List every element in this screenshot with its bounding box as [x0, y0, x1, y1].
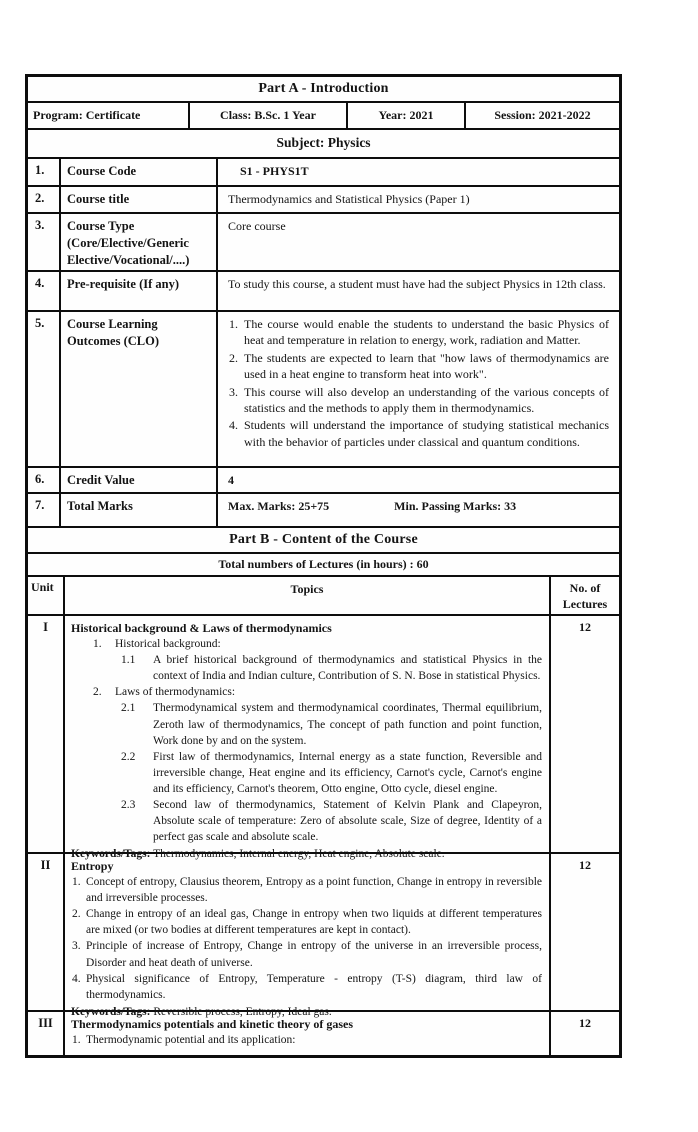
subject-title: Subject: Physics: [28, 130, 619, 159]
topic-text: Historical background:: [115, 638, 221, 651]
unit-column-header: Unit: [28, 577, 65, 614]
topic-item: [71, 652, 542, 684]
clo-list: [218, 312, 619, 466]
prerequisite-label: Pre-requisite (If any): [61, 272, 218, 310]
unit-table-header: [28, 577, 619, 616]
topic-text: Change in entropy of an ideal gas, Change in entropy when two liquids at different temperatures are mixed (or two bodies at different temperatures are kept in contact).: [86, 908, 542, 937]
topic-text: Second law of thermodynamics, Statement of Kelvin Plank and Clapeyron, Absolute scale of temperature: Zero of absolute scale, Size of degree, Identity of a perfect gas scale and absolute scale.: [153, 799, 542, 844]
unit-row-2: [28, 854, 619, 1018]
topic-text: Concept of entropy, Clausius theorem, Entropy as a point function, Change in entropy in reversible and irreversible processes.: [86, 876, 542, 905]
min-passing-marks: Min. Passing Marks: 33: [394, 499, 517, 513]
row-number: 3.: [28, 214, 61, 270]
unit-number: III: [28, 1012, 65, 1055]
topic-item: [71, 874, 542, 906]
lectures-column-header: No. of Lectures: [562, 581, 608, 611]
credit-value-row: [28, 468, 619, 494]
course-type-label: Course Type (Core/Elective/Generic Elective/Vocational/....): [61, 214, 218, 270]
clo-item-marker: 1.: [229, 317, 238, 331]
program-info-row: [28, 103, 619, 130]
credit-value-label: Credit Value: [61, 468, 218, 492]
program-label: Program: Certificate: [28, 103, 190, 128]
topic-marker: 2.3: [121, 799, 136, 812]
unit-row-3: [28, 1012, 619, 1055]
topic-marker: 1.: [72, 1034, 81, 1047]
unit-topics: [65, 854, 551, 1018]
topic-marker: 4.: [72, 972, 81, 985]
max-marks: Max. Marks: 25+75: [228, 499, 330, 513]
topic-marker: 1.: [93, 638, 102, 651]
clo-item-text: This course will also develop an understanding of the various concepts of statistics and the methods to apply them in thermodynamics.: [244, 384, 609, 416]
lectures-count: 12: [579, 1016, 591, 1030]
credit-value: 4: [228, 473, 234, 487]
part-b-title: Part B - Content of the Course: [28, 528, 619, 554]
topic-marker: 2.2: [121, 750, 136, 763]
topic-marker: 2.1: [121, 702, 136, 715]
lectures-count: 12: [579, 858, 591, 872]
part-a-title: Part A - Introduction: [28, 77, 619, 103]
course-code-label: Course Code: [61, 159, 218, 185]
keywords-label: Keywords/Tags:: [71, 848, 151, 861]
topic-text: Laws of thermodynamics:: [115, 686, 236, 699]
topic-marker: 1.1: [121, 654, 136, 667]
course-code-value: S1 - PHYS1T: [240, 164, 309, 178]
topic-item: [71, 749, 542, 797]
topic-marker: 3.: [72, 940, 81, 953]
unit-topics: [65, 1012, 551, 1055]
keywords-text: Reversible process, Entropy, Ideal gas.: [153, 1005, 332, 1018]
clo-label: Course Learning Outcomes (CLO): [61, 312, 218, 466]
unit-title: Historical background & Laws of thermodynamics: [71, 621, 332, 635]
row-number: 1.: [28, 159, 61, 185]
course-type-row: [28, 214, 619, 272]
course-title-row: [28, 187, 619, 214]
topic-text: Physical significance of Entropy, Temperature - entropy (T-S) diagram, third law of thermodynamics.: [86, 972, 542, 1001]
topic-text: Principle of increase of Entropy, Change in entropy of the universe in an irreversible process, Disorder and heat death of universe.: [86, 940, 542, 969]
clo-item: [228, 350, 609, 383]
total-marks-label: Total Marks: [61, 494, 218, 526]
row-number: 6.: [28, 468, 61, 492]
topic-item: [71, 700, 542, 748]
clo-item-marker: 3.: [229, 384, 238, 399]
total-marks-row: [28, 494, 619, 528]
row-number: 2.: [28, 187, 61, 212]
course-title-value: Thermodynamics and Statistical Physics (Paper 1): [228, 192, 470, 206]
topic-item: [71, 797, 542, 845]
topic-marker: 1.: [72, 876, 81, 889]
clo-item-text: The course would enable the students to understand the basic Physics of heat and temperature in relation to energy, work, radiation and Matter.: [244, 317, 609, 348]
clo-item: [228, 384, 609, 417]
topic-text: A brief historical background of thermodynamics and statistical Physics in the context of India and Indian culture, Contribution of S. N. Bose in statistical Physics.: [153, 654, 542, 683]
clo-row: [28, 312, 619, 468]
topic-item: [71, 906, 542, 938]
topic-text: Thermodynamical system and thermodynamical coordinates, Thermal equilibrium, Zeroth law of thermodynamics, The concept of path function and point function, Work done by and on the system.: [153, 702, 542, 747]
topic-item: [71, 684, 542, 700]
topic-marker: 2.: [93, 686, 102, 699]
unit-row-1: [28, 616, 619, 861]
class-label: Class: B.Sc. 1 Year: [190, 103, 348, 128]
keywords-label: Keywords/Tags:: [71, 1005, 151, 1018]
clo-item-marker: 2.: [229, 350, 238, 365]
unit-number: I: [28, 616, 65, 852]
total-lectures: Total numbers of Lectures (in hours) : 60: [28, 554, 619, 577]
unit-number: II: [28, 854, 65, 1010]
topics-column-header: Topics: [65, 577, 551, 614]
course-type-value: Core course: [228, 219, 286, 233]
topic-item: [71, 1032, 542, 1048]
clo-item-text: The students are expected to learn that "how laws of thermodynamics are used in a heat engine to transform heat into work".: [244, 350, 609, 382]
unit-title: Thermodynamics potentials and kinetic theory of gases: [71, 1017, 353, 1031]
session-label: Session: 2021-2022: [494, 108, 591, 122]
row-number: 5.: [28, 312, 61, 466]
row-number: 4.: [28, 272, 61, 310]
prerequisite-value: To study this course, a student must have had the subject Physics in 12th class.: [228, 277, 606, 291]
topic-item: [71, 636, 542, 652]
clo-item: [228, 316, 609, 349]
topic-item: [71, 971, 542, 1003]
lectures-count: 12: [579, 620, 591, 634]
total-marks-value: [218, 494, 619, 526]
topic-marker: 2.: [72, 908, 81, 921]
clo-item-marker: 4.: [229, 418, 238, 433]
unit-title: Entropy: [71, 859, 114, 873]
topic-text: First law of thermodynamics, Internal energy as a state function, Reversible and irreversible change, Heat engine and its efficiency, Carnot's cycle, Carnot's engine and its efficiency, Carnot's theorem, Otto engine, Otto cycle, diesel engine.: [153, 750, 542, 795]
year-label: Year: 2021: [348, 103, 466, 128]
keywords-text: Thermodynamics, Internal energy, Heat engine, Absolute scale.: [153, 848, 445, 861]
row-number: 7.: [28, 494, 61, 526]
course-code-row: [28, 159, 619, 187]
topic-text: Thermodynamic potential and its application:: [86, 1034, 296, 1047]
prerequisite-row: [28, 272, 619, 312]
unit-topics: [65, 616, 551, 861]
syllabus-document: [25, 74, 622, 1058]
clo-item: [228, 417, 609, 450]
clo-item-text: Students will understand the importance of studying statistical mechanics with the behavior of particles under classical and quantum conditions.: [244, 418, 609, 449]
topic-item: [71, 938, 542, 970]
course-title-label: Course title: [61, 187, 218, 212]
